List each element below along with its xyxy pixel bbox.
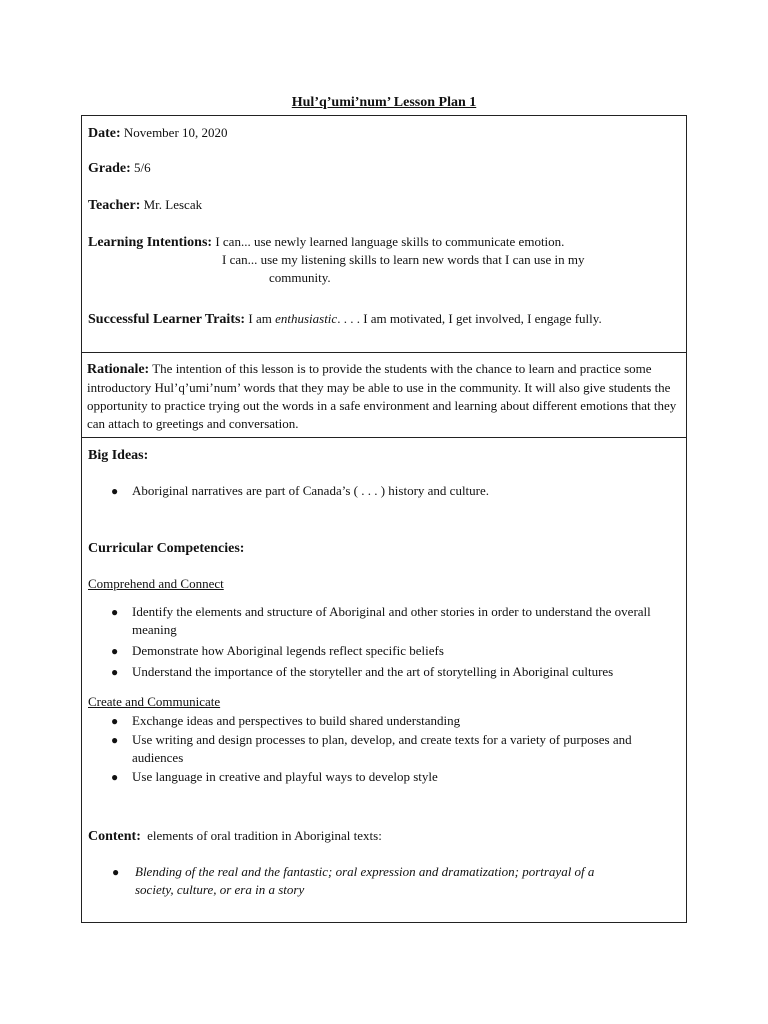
list-item: ● Aboriginal narratives are part of Canada’s ( . . . ) history and culture. (111, 483, 490, 498)
lesson-plan-table (81, 115, 687, 923)
intentions-row (88, 233, 564, 252)
list-item: ● Demonstrate how Aboriginal legends reflect specific beliefs (111, 643, 444, 658)
intention-1: I can... use newly learned language skills to communicate emotion. (215, 234, 565, 249)
content-text: elements of oral tradition in Aboriginal texts: (147, 828, 382, 843)
list-item: ● Identify the elements and structure of Aboriginal and other stories in order to understand the overall meaning (111, 604, 651, 637)
bullet-icon: ● (111, 644, 119, 658)
date-value: November 10, 2020 (123, 125, 228, 140)
bullet-icon: ● (111, 733, 119, 747)
big-ideas-list (82, 482, 680, 500)
bullet-icon: ● (111, 665, 119, 679)
competencies-label: Curricular Competencies: (88, 541, 245, 556)
rationale-text: The intention of this lesson is to provide the students with the chance to learn and practice some introductory Hul’q’umi’num’ words that they may be able to use in the community. It will also give students the opportunity to practice trying out the words in a safe environment and learning about different emotions that they can attach to greetings and conversation. (87, 361, 677, 431)
curriculum-cell (82, 438, 686, 922)
intentions-label: Learning Intentions: (88, 235, 213, 250)
teacher-label: Teacher: (88, 198, 141, 213)
content-label: Content: (88, 829, 141, 844)
teacher-row (88, 196, 202, 215)
rationale-label: Rationale: (87, 362, 150, 377)
grade-row (88, 159, 151, 178)
bullet-icon: ● (111, 605, 119, 619)
group2-list (82, 712, 680, 786)
date-row (88, 124, 228, 143)
bullet-icon: ● (111, 484, 119, 498)
content-row (88, 827, 382, 846)
date-label: Date: (88, 126, 121, 141)
traits-italic: enthusiastic (275, 311, 338, 326)
rationale-cell (82, 353, 686, 438)
traits-label: Successful Learner Traits: (88, 312, 246, 327)
list-item: ● Blending of the real and the fantastic; oral expression and dramatization; portrayal of a society, culture, or era in a story (112, 864, 595, 897)
big-ideas-label: Big Ideas: (88, 448, 149, 463)
teacher-value: Mr. Lescak (143, 197, 203, 212)
intention-2b: community. (269, 270, 331, 285)
intention-2a: I can... use my listening skills to learn new words that I can use in my (222, 252, 585, 267)
traits-row (88, 310, 602, 329)
bullet-icon: ● (111, 714, 119, 728)
list-item: ● Exchange ideas and perspectives to build shared understanding (111, 713, 461, 728)
grade-value: 5/6 (134, 160, 151, 175)
traits-prefix: I am (248, 311, 272, 326)
group1-list (82, 603, 656, 681)
bullet-icon: ● (111, 770, 119, 784)
grade-label: Grade: (88, 161, 131, 176)
content-list (82, 863, 606, 899)
list-item: ● Use language in creative and playful ways to develop style (111, 769, 438, 784)
group2-title: Create and Communicate (88, 694, 221, 709)
list-item: ● Use writing and design processes to plan, develop, and create texts for a variety of purposes and audiences (111, 732, 632, 765)
traits-rest: . . . . I am motivated, I get involved, I engage fully. (337, 311, 602, 326)
list-item: ● Understand the importance of the storyteller and the art of storytelling in Aboriginal cultures (111, 664, 614, 679)
header-cell (82, 116, 686, 353)
page-title: Hul’q’umi’num’ Lesson Plan 1 (291, 95, 477, 110)
group1-title: Comprehend and Connect (88, 576, 224, 591)
bullet-icon: ● (112, 865, 120, 879)
